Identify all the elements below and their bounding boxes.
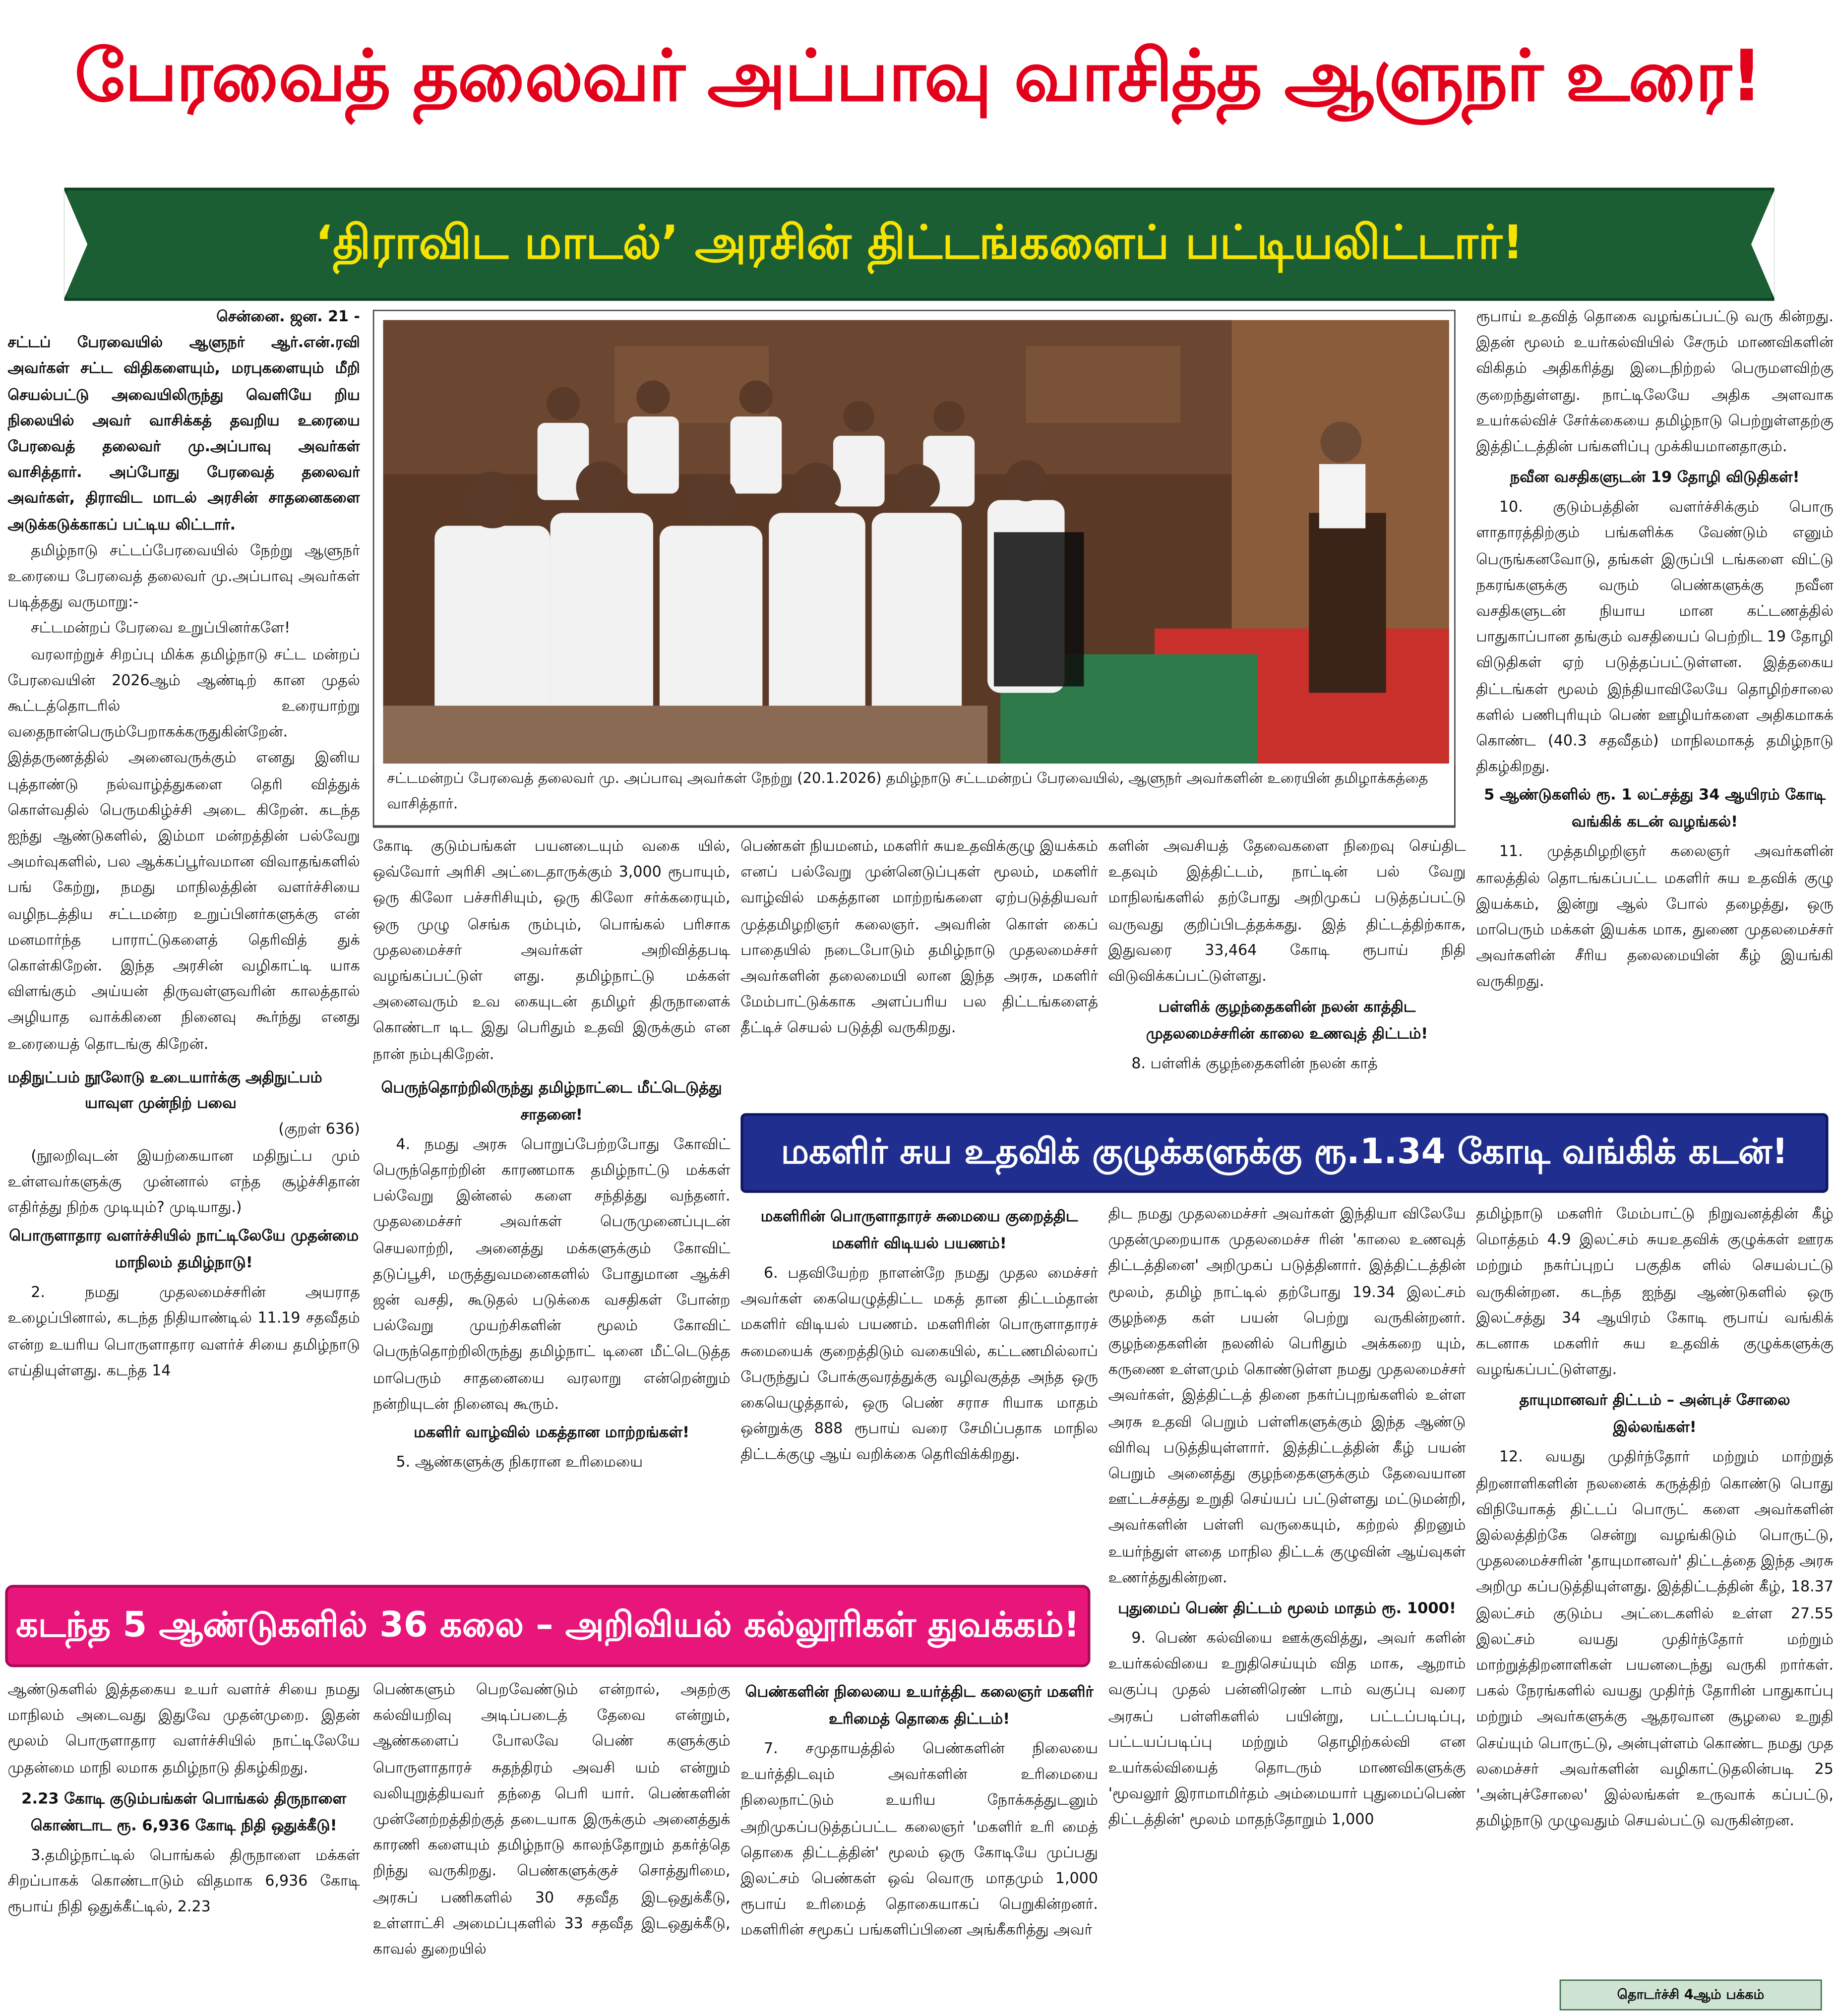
continued-label: தொடர்ச்சி 4ஆம் பக்கம் <box>1560 1979 1822 2010</box>
subheading: மகளிரின் பொருளாதாரச் சுமையை குறைத்திட மகளிர் விடியல் பயணம்! <box>760 1207 1078 1252</box>
colleges-banner: கடந்த 5 ஆண்டுகளில் 36 கலை – அறிவியல் கல்லூரிகள் துவக்கம்! <box>5 1585 1090 1667</box>
subheadline: ‘திராவிட மாடல்’ அரசின் திட்டங்களைப் பட்டியலிட்டார்! <box>315 217 1524 270</box>
paragraph: தமிழ்நாடு மகளிர் மேம்பாட்டு நிறுவனத்தின் கீழ் மொத்தம் 4.9 இலட்சம் சுயஉதவிக் குழுக்கள் ஊரக மற்றும் நகர்ப்புறப் பகுதிக ளில் செயல்பட்டு வருகின்றன. கடந்த ஐந்து ஆண்டுகளில் ஒரு இலட்சத்து 34 ஆயிரம் கோடி ரூபாய் வங்கிக் கடனாக மகளிர் சுய உதவிக் குழுக்களுக்கு வழங்கப்பட்டுள்ளது. <box>1476 1204 1834 1378</box>
paragraph: திட நமது முதலமைச்சர் அவர்கள் இந்தியா விலேயே முதன்முறையாக முதலமைச்ச ரின் 'காலை உணவுத் திட்டத்தினை' அறிமுகப் படுத்தினார். இத்திட்டத்தின் மூலம், தமிழ் நாட்டில் தற்போது 19.34 இலட்சம் குழந்தை கள் பயன் பெற்று வருகின்றனர். குழந்தைகளின் நலனில் பெரிதும் அக்கறை யும், கருணை உள்ளமும் கொண்டுள்ள நமது முதலமைச்சர் அவர்கள், இத்திட்டத் தினை நகர்ப்புறங்களில் உள்ள அரசு உதவி பெறும் பள்ளிகளுக்கும் இந்த ஆண்டு விரிவு படுத்தியுள்ளார். இத்திட்டத்தின் கீழ் பயன் பெறும் அனைத்து குழந்தைகளுக்கும் தேவையான ஊட்டச்சத்து உறுதி செய்யப் பட்டுள்ளது மட்டுமன்றி, அவர்களின் பள்ளி வருகையும், கற்றல் திறனும் உயர்ந்துள் ளதை மாநில திட்டக் குழுவின் ஆய்வுகள் உணர்த்துகின்றன. <box>1108 1204 1466 1586</box>
paragraph: 8. பள்ளிக் குழந்தைகளின் நலன் காத் <box>1131 1054 1378 1072</box>
subheading: நவீன வசதிகளுடன் 19 தோழி விடுதிகள்! <box>1510 468 1800 486</box>
paragraph: சட்டமன்றப் பேரவை உறுப்பினர்களே! <box>31 619 291 637</box>
subheading: மகளிர் வாழ்வில் மகத்தான மாற்றங்கள்! <box>414 1423 690 1441</box>
subheading: புதுமைப் பெண் திட்டம் மூலம் மாதம் ரூ. 1000! <box>1118 1599 1456 1617</box>
column-5-lower <box>1476 1200 1834 1972</box>
paragraph: 11. முத்தமிழறிஞர் கலைஞர் அவர்களின் காலத்தில் தொடங்கப்பட்ட மகளிர் சுய உதவிக் குழு இயக்கம், இன்று ஆல் போல் தழைத்து, ஒரு மாபெரும் மக்கள் இயக்க மாக, துணை முதலமைச்சர் அவர்களின் சீரிய தலைமையின் கீழ் இயங்கி வருகிறது. <box>1476 842 1834 991</box>
paragraph: 2. நமது முதலமைச்சரின் அயராத உழைப்பினால், கடந்த நிதியாண்டில் 11.19 சதவீதம் என்ற உயரிய பொருளாதார வளர்ச் சியை தமிழ்நாடு எய்தியுள்ளது. கடந்த 14 <box>7 1283 360 1379</box>
subheading: பெருந்தொற்றிலிருந்து தமிழ்நாட்டை மீட்டெடுத்து சாதனை! <box>381 1078 722 1124</box>
dateline: சென்னை. ஜன. 21 - <box>216 307 360 325</box>
paragraph: பெண்களும் பெறவேண்டும் என்றால், அதற்கு கல்வியறிவு அடிப்படைத் தேவை என்றும், ஆண்களைப் போலவே பெண் களுக்கும் பொருளாதாரச் சுதந்திரம் அவசி யம் என்றும் வலியுறுத்தியவர் தந்தை பெரி யார். பெண்களின் முன்னேற்றத்திற்குத் தடையாக இருக்கும் அனைத்துக் காரணி களையும் தமிழ்நாடு காலந்தோறும் தகர்த்தெ றிந்து வருகிறது. பெண்களுக்குச் சொத்துரிமை, அரசுப் பணிகளில் 30 சதவீத இடஒதுக்கீடு, உள்ளாட்சி அமைப்புகளில் 33 சதவீத இடஒதுக்கீடு, காவல் துறையில் <box>372 1680 731 1958</box>
paragraph: 7. சமுதாயத்தில் பெண்களின் நிலையை உயர்த்திடவும் அவர்களின் உரிமையை நிலைநாட்டும் உயரிய நோக்கத்துடனும் அறிமுகப்படுத்தப்பட்ட கலைஞர் 'மகளிர் உரி மைத் தொகை திட்டத்தின்' மூலம் ஒரு கோடியே முப்பது இலட்சம் பெண்கள் ஒவ் வொரு மாதமும் 1,000 ரூபாய் உரிமைத் தொகையாகப் பெறுகின்றனர். மகளிரின் சமூகப் பங்களிப்பினை அங்கீகரித்து அவர் <box>740 1739 1098 1939</box>
paragraph: 12. வயது முதிர்ந்தோர் மற்றும் மாற்றுத் திறனாளிகளின் நலனைக் கருத்திற் கொண்டு பொது விநியோகத் திட்டப் பொருட் களை அவர்களின் இல்லத்திற்கே சென்று வழங்கிடும் பொருட்டு, முதலமைச்சரின் 'தாயுமானவர்' திட்டத்தை இந்த அரசு அறிமு கப்படுத்தியுள்ளது. இத்திட்டத்தின் கீழ், 18.37 இலட்சம் குடும்ப அட்டைகளில் உள்ள 27.55 இலட்சம் வயது முதிர்ந்தோர் மற்றும் மாற்றுத்திறனாளிகள் பயனடைந்து வருகி றார்கள். பகல் நேரங்களில் வயது முதிர்ந் தோரின் பாதுகாப்பு மற்றும் அவர்களுக்கு ஆதரவான சூழலை உறுதி செய்யும் பொருட்டு, அன்புள்ளம் கொண்ட நமது முத லமைச்சர் அவர்களின் வழிகாட்டுதலின்படி 25 'அன்புச்சோலை' இல்லங்கள் உருவாக் கப்பட்டு, தமிழ்நாடு முழுவதும் செயல்பட்டு வருகின்றன. <box>1476 1448 1834 1830</box>
paragraph: கோடி குடும்பங்கள் பயனடையும் வகை யில், ஒவ்வோர் அரிசி அட்டைதாருக்கும் 3,000 ரூபாயும், ஒரு கிலோ பச்சரிசியும், ஒரு கிலோ சர்க்கரையும், ஒரு முழு செங்க ரும்பும், பொங்கல் பரிசாக முதலமைச்சர் அவர்கள் அறிவித்தபடி வழங்கப்பட்டுள் ளது. தமிழ்நாட்டு மக்கள் அனைவரும் உவ கையுடன் தமிழர் திருநாளைக் கொண்டா டிட இது பெரிதும் உதவி இருக்கும் என நான் நம்புகிறேன். <box>372 836 731 1063</box>
paragraph: (நூலறிவுடன் இயற்கையான மதிநுட்ப மும் உள்ளவர்களுக்கு முன்னால் எந்த சூழ்ச்சிதான் எதிர்த்து நிற்க முடியும்? முடியாது.) <box>7 1146 360 1216</box>
subheading: தாயுமானவர் திட்டம் – அன்புச் சோலை இல்லங்கள்! <box>1519 1391 1790 1436</box>
shg-loan-banner: மகளிர் சுய உதவிக் குழுக்களுக்கு ரூ.1.34 கோடி வங்கிக் கடன்! <box>740 1113 1828 1193</box>
column-4 <box>1108 833 1466 1103</box>
column-2 <box>373 833 731 1579</box>
paragraph: 6. பதவியேற்ற நாளன்றே நமது முதல மைச்சர் அவர்கள் கையெழுத்திட்ட மகத் தான திட்டம்தான் மகளிர் விடியல் பயணம். மகளிரின் பொருளாதாரச் சுமையைக் குறைத்திடும் வகையில், கட்டணமில்லாப் பேருந்துப் போக்குவரத்துக்கு வழிவகுத்த அந்த ஒரு கையெழுத்தால், ஒரு பெண் சராச ரியாக மாதம் ஒன்றுக்கு 888 ரூபாய் வரை சேமிப்பதாக மாநில திட்டக்குழு ஆய் வறிக்கை தெரிவிக்கிறது. <box>740 1263 1098 1464</box>
subheading: பள்ளிக் குழந்தைகளின் நலன் காத்திட முதலமைச்சரின் காலை உணவுத் திட்டம்! <box>1146 998 1428 1043</box>
subheading: பொருளாதார வளர்ச்சியில் நாட்டிலேயே முதன்மை மாநிலம் தமிழ்நாடு! <box>9 1226 359 1272</box>
assembly-photo-illustration <box>383 320 1449 764</box>
paragraph: 4. நமது அரசு பொறுப்பேற்றபோது கோவிட் பெருந்தொற்றின் காரணமாக தமிழ்நாட்டு மக்கள் பல்வேறு இன்னல் களை சந்தித்து வந்தனர். முதலமைச்சர் அவர்கள் பெருமுனைப்புடன் செயலாற்றி, அனைத்து மக்களுக்கும் கோவிட் தடுப்பூசி, மருத்துவமனைகளில் போதுமான ஆக்சி ஜன் வசதி, கூடுதல் படுக்கை வசதிகள் போன்ற பல்வேறு முயற்சிகளின் மூலம் கோவிட் பெருந்தொற்றிலிருந்து தமிழ்நாட் டினை மீட்டெடுத்த மாபெரும் சாதனையை வரலாறு என்றென்றும் நன்றியுடன் நினைவு கூரும். <box>372 1134 731 1413</box>
paragraph: களின் அவசியத் தேவைகளை நிறைவு செய்திட உதவும் இத்திட்டம், நாட்டின் பல் வேறு மாநிலங்களில் தற்போது அறிமுகப் படுத்தப்பட்டு வருவது குறிப்பிடத்தக்கது. இத் திட்டத்திற்காக, இதுவரை 33,464 கோடி ரூபாய் நிதி விடுவிக்கப்பட்டுள்ளது. <box>1108 836 1466 985</box>
column-4-lower <box>1108 1200 1466 2013</box>
subheading: பெண்களின் நிலையை உயர்த்திட கலைஞர் மகளிர் உரிமைத் தொகை திட்டம்! <box>745 1682 1094 1728</box>
kural-reference: (குறள் 636) <box>278 1120 360 1138</box>
column-2-bottom <box>373 1676 731 2013</box>
subheadline-banner <box>64 188 1775 301</box>
headline: பேரவைத் தலைவர் அப்பாவு வாசித்த ஆளுநர் உரை! <box>74 34 1762 117</box>
column-1-bottom <box>8 1676 360 2013</box>
column-3-bottom <box>740 1676 1098 2013</box>
paragraph: பெண்கள் நியமனம், மகளிர் சுயஉதவிக்குழு இயக்கம் எனப் பல்வேறு முன்னெடுப்புகள் மூலம், மகளிர் வாழ்வில் மகத்தான மாற்றங்களை ஏற்படுத்தியவர் முத்தமிழறிஞர் கலைஞர். அவரின் கொள் கைப் பாதையில் நடைபோடும் தமிழ்நாடு முதலமைச்சர் அவர்களின் தலைமையி லான இந்த அரசு, மகளிர் மேம்பாட்டுக்காக அளப்பரிய பல திட்டங்களைத் தீட்டிச் செயல் படுத்தி வருகிறது. <box>740 836 1098 1037</box>
column-3-lower <box>740 1200 1098 1578</box>
paragraph: ஆண்டுகளில் இத்தகைய உயர் வளர்ச் சியை நமது மாநிலம் அடைவது இதுவே முதன்முறை. இதன் மூலம் பொருளாதார வளர்ச்சியில் நாட்டிலேயே முதன்மை மாநி லமாக தமிழ்நாடு திகழ்கிறது. <box>7 1680 360 1776</box>
banner-notch-right <box>1751 190 1775 298</box>
paragraph: தமிழ்நாடு சட்டப்பேரவையில் நேற்று ஆளுநர் உரையை பேரவைத் தலைவர் மு.அப்பாவு அவர்கள் படித்தது வருமாறு:- <box>7 540 360 611</box>
paragraph: 9. பெண் கல்வியை ஊக்குவித்து, அவர் களின் உயர்கல்வியை உறுதிசெய்யும் வித மாக, ஆறாம் வகுப்பு முதல் பன்னிரெண் டாம் வகுப்பு வரை அரசுப் பள்ளிகளில் பயின்று, பட்டப்படிப்பு, பட்டயப்படிப்பு மற்றும் தொழிற்கல்வி என உயர்கல்வியைத் தொடரும் மாணவிகளுக்கு 'மூவலூர் இராமாமிர்தம் அம்மையார் புதுமைப்பெண் திட்டத்தின்' மூலம் மாதந்தோறும் 1,000 <box>1108 1628 1466 1829</box>
subheading: 2.23 கோடி குடும்பங்கள் பொங்கல் திருநாளை கொண்டாட ரூ. 6,936 கோடி நிதி ஒதுக்கீடு! <box>21 1789 347 1835</box>
banner-notch-left <box>64 190 88 298</box>
lead-paragraph: சட்டப் பேரவையில் ஆளுநர் ஆர்.என்.ரவி அவர்கள் சட்ட விதிகளையும், மரபுகளையும் மீறி செயல்பட்டு அவையிலிருந்து வெளியே றிய நிலையில் அவர் வாசிக்கத் தவறிய உரையை பேரவைத் தலைவர் மு.அப்பாவு அவர்கள் வாசித்தார். அப்போது பேரவைத் தலைவர் அவர்கள், திராவிட மாடல் அரசின் சாதனைகளை அடுக்கடுக்காகப் பட்டிய லிட்டார். <box>7 333 360 533</box>
kural-line-1: மதிநுட்பம் நூலோடு உடையார்க்கு அதிநுட்பம் <box>7 1068 322 1086</box>
column-1 <box>8 303 360 1576</box>
assembly-photo <box>383 320 1449 764</box>
paragraph: வரலாற்றுச் சிறப்பு மிக்க தமிழ்நாடு சட்ட மன்றப் பேரவையின் 2026ஆம் ஆண்டிற் கான முதல் கூட்டத்தொடரில் உரையாற்று வதைநான்பெரும்பேறாகக்கருதுகின்றேன். இத்தருணத்தில் அனைவருக்கும் எனது இனிய புத்தாண்டு நல்வாழ்த்துகளை தெரி வித்துக் கொள்வதில் பெருமகிழ்ச்சி அடை கிறேன். கடந்த ஐந்து ஆண்டுகளில், இம்மா மன்றத்தின் பல்வேறு அமர்வுகளில், பல ஆக்கப்பூர்வமான விவாதங்களில் பங் கேற்று, நமது மாநிலத்தின் வளர்ச்சியை வழிநடத்திய சட்டமன்ற உறுப்பினர்களுக்கு என் மனமார்ந்த பாராட்டுகளைத் தெரிவித் துக் கொள்கிறேன். இந்த அரசின் வழிகாட்டி யாக விளங்கும் அய்யன் திருவள்ளுவரின் காலத்தால் அழியாத வாக்கினை நினைவு கூர்ந்து எனது உரையைத் தொடங்கு கிறேன். <box>7 645 360 1053</box>
paragraph: 10. குடும்பத்தின் வளர்ச்சிக்கும் பொரு ளாதாரத்திற்கும் பங்களிக்க வேண்டும் எனும் பெருங்கனவோடு, தங்கள் இருப்பி டங்களை விட்டு நகரங்களுக்கு வரும் பெண்களுக்கு நவீன வசதிகளுடன் நியாய மான கட்டணத்தில் பாதுகாப்பான தங்கும் வசதியைப் பெற்றிட 19 தோழி விடுதிகள் ஏற் படுத்தப்பட்டுள்ளன. இத்தகைய திட்டங்கள் மூலம் இந்தியாவிலேயே தொழிற்சாலை களில் பணிபுரியும் பெண் ஊழியர்களை அதிகமாகக் கொண்ட (40.3 சதவீதம்) மாநிலமாகத் தமிழ்நாடு திகழ்கிறது. <box>1476 497 1834 775</box>
kural-line-2: யாவுள முன்நிற் பவை <box>85 1094 237 1112</box>
column-5 <box>1476 303 1834 1107</box>
paragraph: ரூபாய் உதவித் தொகை வழங்கப்பட்டு வரு கின்றது. இதன் மூலம் உயர்கல்வியில் சேரும் மாணவிகளின் விகிதம் அதிகரித்து இடைநிற்றல் பெருமளவிற்கு குறைந்துள்ளது. நாட்டிலேயே அதிக அளவாக உயர்கல்விச் சேர்க்கையை தமிழ்நாடு பெற்றுள்ளதற்கு இத்திட்டத்தின் பங்களிப்பு முக்கியமானதாகும். <box>1476 307 1834 455</box>
paragraph: 5. ஆண்களுக்கு நிகரான உரிமையை <box>396 1452 643 1471</box>
subheading: 5 ஆண்டுகளில் ரூ. 1 லட்சத்து 34 ஆயிரம் கோடி வங்கிக் கடன் வழங்கல்! <box>1484 786 1826 831</box>
paragraph: 3.தமிழ்நாட்டில் பொங்கல் திருநாளை மக்கள் சிறப்பாகக் கொண்டாடும் விதமாக 6,936 கோடி ரூபாய் நிதி ஒதுக்கீட்டில், 2.23 <box>7 1845 360 1916</box>
photo-caption: சட்டமன்றப் பேரவைத் தலைவர் மு. அப்பாவு அவர்கள் நேற்று (20.1.2026) தமிழ்நாடு சட்டமன்றப் பேரவையில், ஆளுநர் அவர்களின் உரையின் தமிழாக்கத்தை வாசித்தார். <box>373 765 1456 827</box>
column-3 <box>740 833 1098 1103</box>
